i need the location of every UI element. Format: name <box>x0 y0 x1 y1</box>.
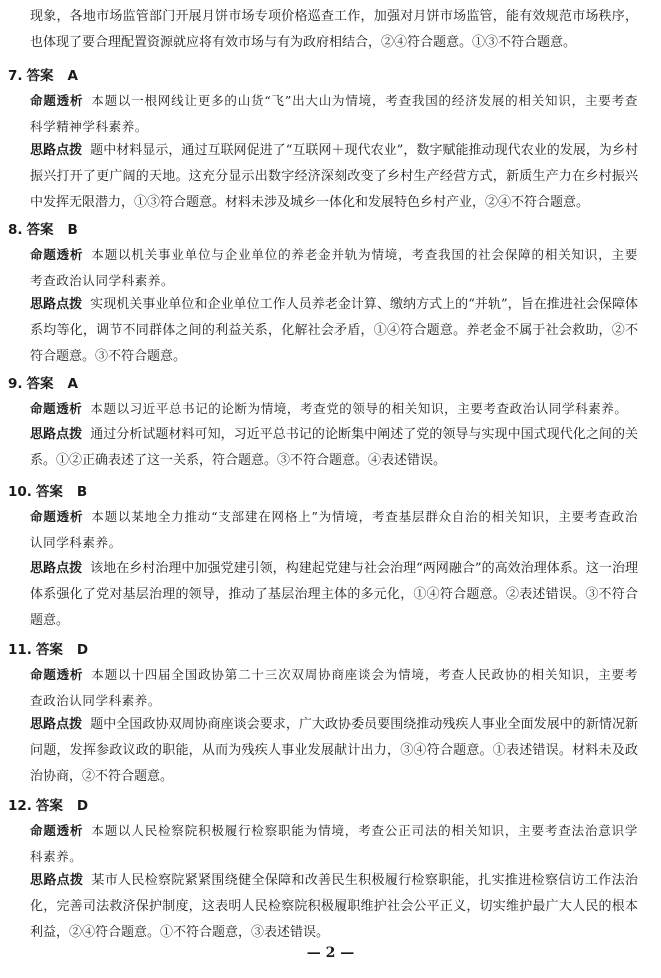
continuation-paragraph: 现象，各地市场监管部门开展月饼市场专项价格巡查工作，加强对月饼市场监管，能有效规范市场秩序，也体现了要合理配置资源就应将有效市场与有为政府相结合，②④符合题意。①③不符合题意。 <box>30 9 638 50</box>
question-8-intro <box>30 242 638 294</box>
question-7-header <box>8 66 78 86</box>
intro-text: 本题以机关事业单位与企业单位的养老金并轨为情境，考查我国的社会保障的相关知识，主要考查政治认同学科素养。 <box>30 247 638 288</box>
question-8-hint <box>30 292 638 370</box>
question-number: 7. <box>8 68 23 84</box>
question-9-intro <box>30 396 638 422</box>
question-number: 9. <box>8 376 23 392</box>
intro-text: 本题以十四届全国政协第二十三次双周协商座谈会为情境，考查人民政协的相关知识，主要考查政治认同学科素养。 <box>30 667 638 708</box>
question-11-intro <box>30 662 638 714</box>
intro-text: 本题以习近平总书记的论断为情境，考查党的领导的相关知识，主要考查政治认同学科素养。 <box>90 401 628 416</box>
answer-value: D <box>76 642 89 658</box>
hint-label: 思路点拨 <box>30 873 84 888</box>
answer-label: 答案 <box>35 642 63 658</box>
question-8-header <box>8 220 78 240</box>
question-7-intro <box>30 88 638 140</box>
question-10-hint <box>30 556 638 634</box>
intro-text: 本题以一根网线让更多的山货“飞”出大山为情境，考查我国的经济发展的相关知识，主要考查科学精神学科素养。 <box>30 93 639 134</box>
hint-label: 思路点拨 <box>30 143 83 158</box>
answer-label: 答案 <box>26 222 54 238</box>
question-number: 12. <box>8 798 32 814</box>
answer-value: D <box>76 798 89 814</box>
hint-label: 思路点拨 <box>30 717 83 732</box>
intro-label: 命题透析 <box>30 401 83 416</box>
question-12-intro <box>30 818 638 870</box>
answer-label: 答案 <box>26 68 54 84</box>
question-10-header <box>8 482 87 502</box>
question-7-hint <box>30 138 638 216</box>
hint-text: 题中材料显示，通过互联网促进了“互联网＋现代农业”，数字赋能推动现代农业的发展，为乡村振兴打开了更广阔的天地。这充分显示出数字经济深刻改变了乡村生产经营方式，新质生产力在乡村振兴中发挥无限潜力，①③符合题意。材料未涉及城乡一体化和发展特色乡村产业，②④不符合题意。 <box>30 143 638 210</box>
question-9-header <box>8 374 78 394</box>
hint-label: 思路点拨 <box>30 561 83 576</box>
question-12-hint <box>30 868 638 946</box>
hint-text: 该地在乡村治理中加强党建引领，构建起党建与社会治理“两网融合”的高效治理体系。这一治理体系强化了党对基层治理的领导，推动了基层治理主体的多元化，①④符合题意。②表述错误。③不符合题意。 <box>30 561 638 628</box>
page-number: — 2 — <box>306 945 355 961</box>
intro-text: 本题以某地全力推动“支部建在网格上”为情境，考查基层群众自治的相关知识，主要考查政治认同学科素养。 <box>30 509 639 550</box>
intro-label: 命题透析 <box>30 823 84 838</box>
question-number: 8. <box>8 222 23 238</box>
hint-text: 实现机关事业单位和企业单位工作人员养老金计算、缴纳方式上的“并轨”，旨在推进社会保障体系均等化，调节不同群体之间的利益关系，化解社会矛盾，①④符合题意。养老金不属于社会救助，②不符合题意。③不符合题意。 <box>30 297 638 364</box>
intro-label: 命题透析 <box>30 667 84 682</box>
answer-label: 答案 <box>26 376 54 392</box>
intro-label: 命题透析 <box>30 93 84 108</box>
hint-text: 某市人民检察院紧紧围绕健全保障和改善民生积极履行检察职能，扎实推进检察信访工作法治化，完善司法救济保护制度，这表明人民检察院积极履职维护社会公平正义，切实维护最广大人民的根本利益，②④符合题意。①不符合题意，③表述错误。 <box>30 873 638 940</box>
question-9-hint <box>30 422 638 474</box>
intro-label: 命题透析 <box>30 247 84 262</box>
hint-text: 题中全国政协双周协商座谈会要求，广大政协委员要围绕推动残疾人事业全面发展中的新情况新问题，发挥参政议政的职能，从而为残疾人事业发展献计出力，③④符合题意。①表述错误。材料未及政治协商，②不符合题意。 <box>30 717 638 784</box>
question-11-hint <box>30 712 638 790</box>
answer-value: A <box>67 68 78 84</box>
intro-label: 命题透析 <box>30 509 84 524</box>
question-number: 10. <box>8 484 32 500</box>
hint-label: 思路点拨 <box>30 297 83 312</box>
answer-value: B <box>67 222 78 238</box>
question-12-header <box>8 796 88 816</box>
intro-text: 本题以人民检察院积极履行检察职能为情境，考查公正司法的相关知识，主要考查法治意识学科素养。 <box>30 823 638 864</box>
question-number: 11. <box>8 642 32 658</box>
question-11-header <box>8 640 88 660</box>
answer-label: 答案 <box>35 484 63 500</box>
question-10-intro <box>30 504 638 556</box>
answer-value: A <box>67 376 78 392</box>
answer-label: 答案 <box>35 798 63 814</box>
hint-label: 思路点拨 <box>30 427 83 442</box>
answer-value: B <box>76 484 88 500</box>
hint-text: 通过分析试题材料可知，习近平总书记的论断集中阐述了党的领导与实现中国式现代化之间的关系。①②正确表述了这一关系，符合题意。③不符合题意。④表述错误。 <box>30 427 638 468</box>
